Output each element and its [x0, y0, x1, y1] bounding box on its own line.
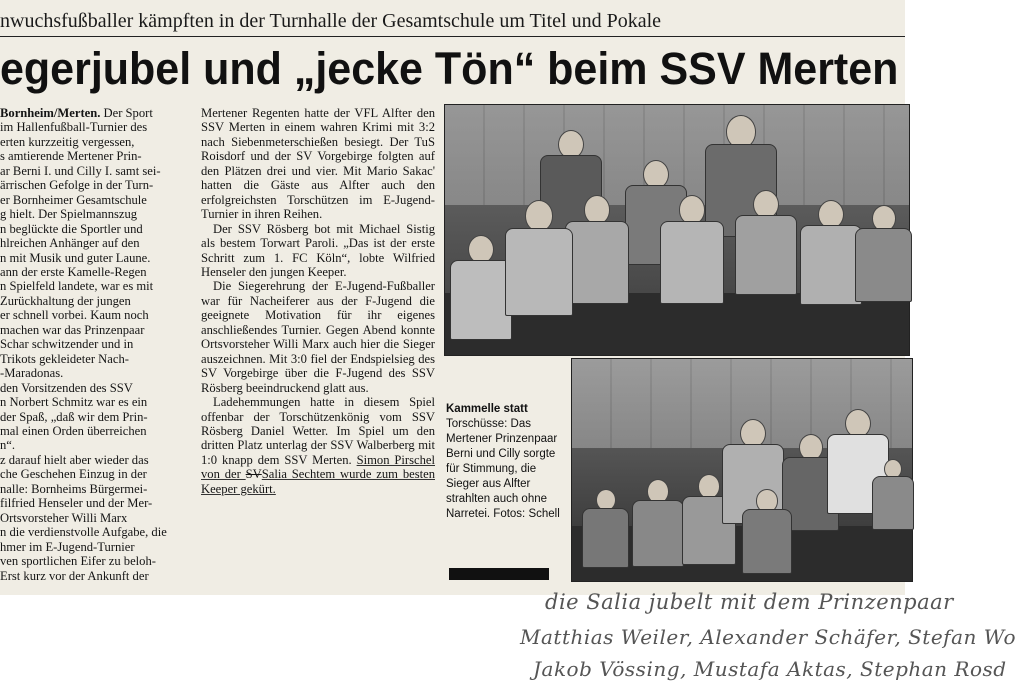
- line-text: er Bornheimer Gesamtschule: [0, 192, 147, 207]
- line-text: Trikots gekleideter Nach-: [0, 351, 129, 366]
- dateline: Bornheim/Merten.: [0, 106, 101, 120]
- line-text: n Spielfeld landete, war es mit: [0, 279, 154, 294]
- column-1-line: [0, 410, 187, 424]
- caption-title: Kammelle statt: [446, 403, 528, 415]
- underlined-text-2: Salia Sechtem wurde zum besten Keeper gekürt.: [201, 467, 435, 496]
- line-text: ven sportlichen Eifer zu beloh-: [0, 554, 156, 569]
- caption-body: Torschüsse: Das Mertener Prinzenpaar Berni und Cilly sorgte für Stimmung, die Sieger aus Alfter strahlten auch ohne Narretei. Fotos: Schell: [446, 418, 560, 520]
- player-jersey: [632, 500, 684, 567]
- column-1-line: [0, 554, 187, 568]
- kicker-line: nwuchsfußballer kämpften in der Turnhalle der Gesamtschule um Titel und Pokale: [0, 10, 662, 32]
- paragraph-2: Der SSV Rösberg bot mit Michael Sistig als bestem Torwart Paroli. „Das ist der erste Schritt zum 1. FC Köln“, lobte Wilfried Henseler den jungen Keeper.: [201, 221, 435, 279]
- line-text: Schar schwitzender und in: [0, 337, 134, 352]
- line-text: ar Berni I. und Cilly I. samt sei-: [0, 163, 161, 178]
- line-text: n die verdienstvolle Aufgabe, die: [0, 525, 167, 540]
- column-1-line: [0, 236, 187, 250]
- line-text: n Norbert Schmitz war es ein: [0, 395, 148, 410]
- player-jersey: [742, 509, 792, 573]
- line-text: hlreichen Anhänger auf den: [0, 236, 140, 251]
- column-1-line: [0, 381, 187, 395]
- column-1-line: [0, 251, 187, 265]
- column-1-line: [0, 569, 187, 583]
- line-text: nalle: Bornheims Bürgermei-: [0, 481, 148, 496]
- column-1-line: [0, 120, 187, 134]
- struck-text: SV: [245, 467, 262, 482]
- line-text: Zurückhaltung der jungen: [0, 293, 131, 308]
- column-1-line: [0, 279, 187, 293]
- handwritten-note-line-2: Matthias Weiler, Alexander Schäfer, Stefan Wo: [520, 625, 1016, 649]
- player-jersey: [450, 260, 512, 340]
- line-text: hmer im E-Jugend-Turnier: [0, 539, 135, 554]
- article-column-2: [201, 106, 435, 586]
- line-text: z darauf hielt aber wieder das: [0, 452, 149, 467]
- line-text: che Geschehen Einzug in der: [0, 467, 147, 482]
- column-1-line: [0, 337, 187, 351]
- column-1-line: [0, 308, 187, 322]
- line-text: n beglückte die Sportler und: [0, 221, 143, 236]
- line-text: erten kurzzeitig vergessen,: [0, 134, 135, 149]
- column-1-line: [0, 178, 187, 192]
- line-text: machen war das Prinzenpaar: [0, 322, 145, 337]
- line-text: den Vorsitzenden des SSV: [0, 380, 133, 395]
- column-1-line: [0, 164, 187, 178]
- line-text: mal einen Orden überreichen: [0, 423, 147, 438]
- column-1-line: [0, 453, 187, 467]
- column-1-line: [0, 366, 187, 380]
- column-1-line: [0, 525, 187, 539]
- column-1-line: [0, 352, 187, 366]
- handwritten-note-line-3: Jakob Vössing, Mustafa Aktas, Stephan Rosd: [533, 657, 1007, 681]
- line-text: ann der erste Kamelle-Regen: [0, 264, 147, 279]
- player-jersey: [582, 508, 629, 569]
- photo-caption: [446, 402, 566, 580]
- column-1-line: [0, 511, 187, 525]
- player-head: [525, 200, 553, 232]
- paragraph-3: Die Siegerehrung der E-Jugend-Fußballer war für Nacheiferer aus der F-Jugend die geeignete Motivation für ihr eigenes anschließendes Turnier. Gegen Abend konnte Ortsvorsteher Willi Marx auch hier die Sieger auszeichnen. Mit 3:0 fiel der Endspielsieg des SV Vorgebirge über die F-Jugend des SSV Rösberg beeindruckend glatt aus.: [201, 279, 435, 395]
- underlined-text-1: Simon Pirschel von der: [201, 452, 435, 482]
- line-text: n mit Musik und guter Laune.: [0, 250, 151, 265]
- column-1-line: [0, 540, 187, 554]
- line-text: -Maradonas.: [0, 366, 64, 381]
- player-jersey: [872, 476, 914, 530]
- player-jersey: [505, 228, 573, 316]
- column-1-line: [0, 395, 187, 409]
- column-1-line: [0, 323, 187, 337]
- article-column-1: [0, 106, 187, 586]
- column-1-line: [0, 482, 187, 496]
- handwritten-note-line-1: die Salia jubelt mit dem Prinzenpaar: [545, 590, 954, 614]
- line-text: Der Sport: [100, 106, 153, 120]
- team-photo: [444, 104, 910, 356]
- column-1-line: [0, 193, 187, 207]
- headline: egerjubel und „jecke Tön“ beim SSV Merten: [0, 44, 899, 95]
- player-jersey: [800, 225, 862, 305]
- paragraph-1: Mertener Regenten hatte der VFL Alfter den SSV Merten in einem wahren Krimi mit 3:2 nach Siebenmeterschießen besiegt. Der TuS Roisdorf und der SV Vorgebirge folgten auf den Plätzen drei und vier. Mit Mario Sakac' hatten die Gäste aus Alfter auch den erfolgreichsten Torschützen im E-Jugend-Turnier in ihren Reihen.: [201, 106, 435, 222]
- line-text: g hielt. Der Spielmannszug: [0, 207, 138, 222]
- line-text: der Spaß, „daß wir dem Prin-: [0, 409, 148, 424]
- paragraph-4-start: Ladehemmungen hatte in diesem Spiel offenbar der Torschützenkönig vom SSV Rösberg Daniel Wetter. Im Spiel um den dritten Platz unterlag der SSV Walberberg mit 1:0 knapp dem SSV Merten.: [201, 395, 435, 467]
- player-jersey: [565, 221, 629, 304]
- caption-bar: [449, 568, 549, 580]
- line-text: im Hallenfußball-Turnier des: [0, 120, 148, 135]
- column-1-line: [0, 106, 187, 120]
- column-1-line: [0, 496, 187, 510]
- column-1-line: [0, 294, 187, 308]
- column-1-line: [0, 467, 187, 481]
- column-1-line: [0, 424, 187, 438]
- line-text: er schnell vorbei. Kaum noch: [0, 308, 149, 323]
- column-1-line: [0, 149, 187, 163]
- paragraph-4: [201, 395, 435, 496]
- line-text: s amtierende Mertener Prin-: [0, 149, 142, 164]
- column-1-line: [0, 265, 187, 279]
- line-text: ärrischen Gefolge in der Turn-: [0, 178, 154, 193]
- line-text: Erst kurz vor der Ankunft der: [0, 568, 149, 583]
- celebration-photo: [571, 358, 913, 582]
- player-jersey: [660, 221, 724, 304]
- kicker-rule: [0, 36, 905, 37]
- column-1-line: [0, 135, 187, 149]
- player-jersey: [735, 215, 797, 295]
- player-jersey: [855, 228, 912, 302]
- line-text: n“.: [0, 438, 16, 453]
- line-text: filfried Henseler und der Mer-: [0, 496, 153, 511]
- column-1-line: [0, 222, 187, 236]
- column-1-line: [0, 207, 187, 221]
- line-text: Ortsvorsteher Willi Marx: [0, 510, 128, 525]
- column-1-line: [0, 438, 187, 452]
